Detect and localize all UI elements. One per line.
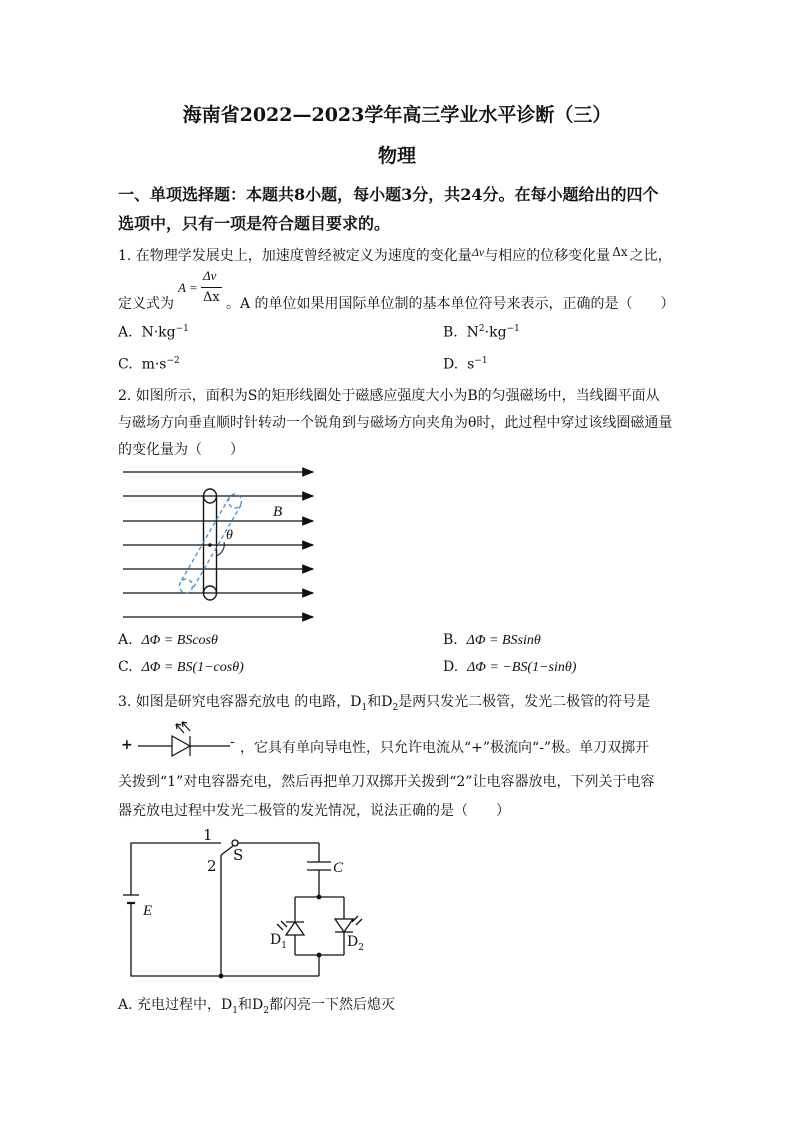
q1-line2-rest: 。A 的单位如果用国际单位制的基本单位符号来表示，正确的是（ ） <box>226 296 675 312</box>
q1-text-part2: 与相应的位移变化量 <box>484 248 611 264</box>
led-minus: - <box>230 734 235 750</box>
q3-line4: 器充放电过程中发光二极管的发光情况，说法正确的是（ ） <box>118 803 510 819</box>
q1-text-part1: 1. 在物理学发展史上，加速度曾经被定义为速度的变化量 <box>118 248 472 264</box>
q2-line1: 2. 如图所示，面积为S的矩形线圈处于磁感应强度大小为B的匀强磁场中，当线圈平面从 <box>118 388 660 404</box>
q2-line3: 的变化量为（ ） <box>118 442 244 458</box>
q1-formula-lhs: A = <box>178 280 198 295</box>
fig-label-b: B <box>273 504 283 520</box>
circuit-label-d2: $D_2$ <box>347 934 364 953</box>
q1-option-b[interactable]: B. $N^2\cdot kg^{-1}$ <box>443 324 520 341</box>
section-heading-line1: 一、单项选择题：本题共8小题，每小题3分，共24分。在每小题给出的四个 <box>118 185 659 204</box>
subject-title: 物理 <box>377 145 416 167</box>
q1-text-part3: 之比， <box>629 248 672 264</box>
fig-label-theta: θ <box>226 528 233 543</box>
q1-formula-denominator: Δx <box>203 290 220 305</box>
q1-def-label: 定义式为 <box>118 296 174 312</box>
circuit-label-1: 1 <box>203 826 213 844</box>
section-heading-line2: 选项中，只有一项是符合题目要求的。 <box>118 214 391 233</box>
q1-option-a[interactable]: A. $N\cdot kg^{-1}$ <box>118 324 189 341</box>
circuit-label-d1: $D_1$ <box>270 932 287 951</box>
q1-option-d[interactable]: D. $s^{-1}$ <box>443 356 488 373</box>
q2-line2: 与磁场方向垂直顺时针转动一个锐角到与磁场方向夹角为θ时，此过程中穿过该线圈磁通量 <box>118 415 673 431</box>
q1-dv: Δv <box>471 245 485 259</box>
q2-option-b[interactable]: B. ΔΦ = BSsinθ <box>443 632 541 648</box>
q2-option-d[interactable]: D. ΔΦ = −BS(1−sinθ) <box>443 659 577 675</box>
circuit-label-s: S <box>233 846 244 864</box>
circuit-label-2: 2 <box>207 857 217 875</box>
q3-line2: ，它具有单向导电性，只允许电流从“+”极流向“-”极。单刀双掷开 <box>240 740 650 756</box>
q3-line1: 3. 如图是研究电容器充放电 的电路，$D_1$和$D_2$是两只发光二极管，发光二极管的符号是 <box>118 694 651 713</box>
q2-option-c[interactable]: C. ΔΦ = BS(1−cosθ) <box>118 659 244 675</box>
circuit-label-e: E <box>143 903 153 919</box>
q3-line3: 关拨到“1”对电容器充电，然后再把单刀双掷开关拨到“2”让电容器放电，下列关于电容 <box>118 774 655 790</box>
led-plus: + <box>121 737 133 753</box>
q1-option-c[interactable]: C. $m\cdot s^{-2}$ <box>118 356 180 373</box>
q2-option-a[interactable]: A. ΔΦ = BScosθ <box>118 632 218 648</box>
q3-option-a[interactable]: A. 充电过程中，$D_1$和$D_2$都闪亮一下然后熄灭 <box>118 997 395 1016</box>
page-title: 海南省2022—2023学年高三学业水平诊断（三） <box>182 104 612 126</box>
q1-dx: Δx <box>612 245 628 259</box>
q1-formula-numerator: Δv <box>203 268 217 283</box>
circuit-label-c: C <box>333 860 344 876</box>
